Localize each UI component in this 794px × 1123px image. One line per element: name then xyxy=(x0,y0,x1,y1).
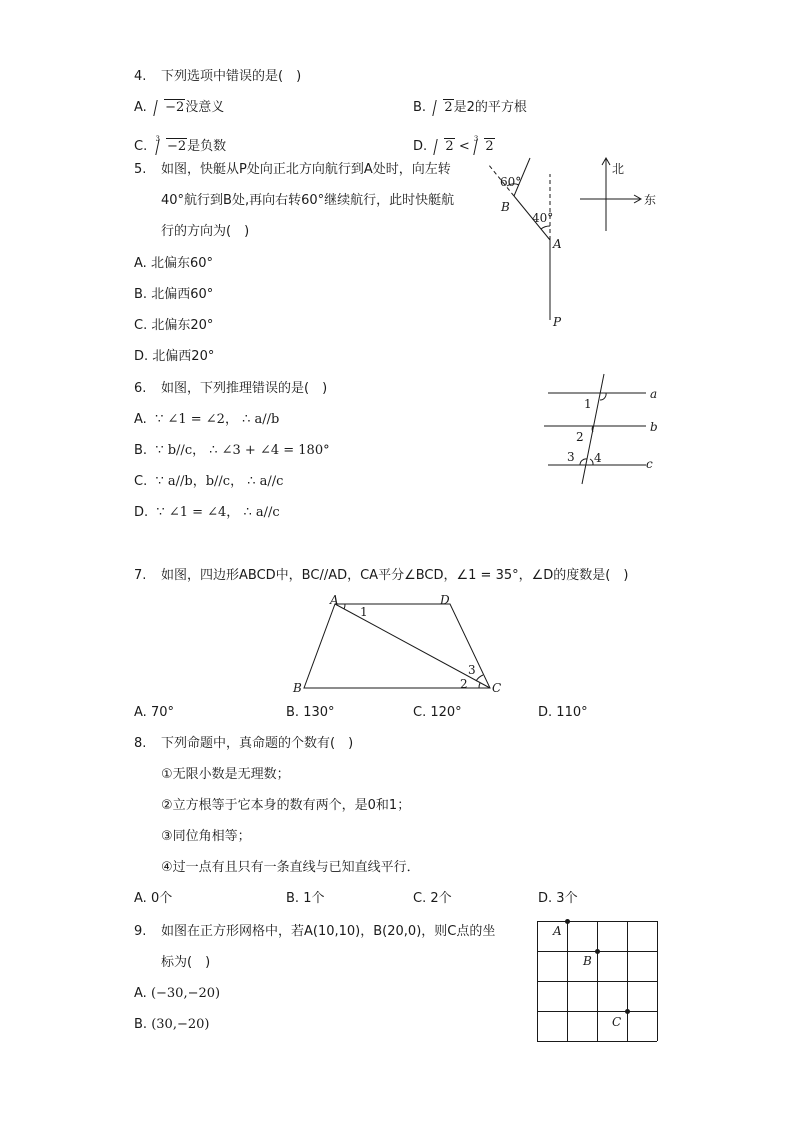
q8-statement-3: ③同位角相等； xyxy=(161,829,251,844)
label-a: A xyxy=(553,237,562,251)
label-1: 1 xyxy=(584,397,592,411)
label-a: A xyxy=(330,593,339,607)
q5-stem-line1: 如图，快艇从P处向正北方向航行到A处时，向左转 xyxy=(161,162,451,177)
q6-option-d: D. ∵ ∠1 = ∠4， ∴ a//c xyxy=(134,505,280,520)
angle-arc-1 xyxy=(600,393,606,400)
q8-option-b: B. 1个 xyxy=(286,891,325,906)
q4-option-d: D. 2 < $^3$ 2 xyxy=(413,135,494,154)
sqrt-expression: −2 xyxy=(155,99,185,117)
q9-option-a: A. (−30,−20) xyxy=(134,986,221,1001)
sqrt-expression: 2 xyxy=(435,138,454,156)
label-40: 40° xyxy=(532,211,554,225)
label-c: C xyxy=(492,681,502,695)
q7-option-a: A. 70° xyxy=(134,705,174,720)
north-label: 北 xyxy=(612,162,625,176)
option-letter: B. xyxy=(413,100,427,115)
q4-option-b: B. 2是2的平方根 xyxy=(413,100,527,115)
label-b: B xyxy=(293,681,302,695)
compass-figure xyxy=(576,155,660,235)
q9-option-b: B. (30,−20) xyxy=(134,1017,210,1032)
q7-option-b: B. 130° xyxy=(286,705,335,720)
point-a xyxy=(565,919,570,924)
label-60: 60° xyxy=(500,175,522,189)
q6-option-c: C. ∵ a//b，b//c， ∴ a//c xyxy=(134,474,284,489)
q4-option-c: C. $^3$ −2是负数 xyxy=(134,135,227,154)
q7-stem: 如图，四边形ABCD中，BC//AD，CA平分∠BCD，∠1 = 35°，∠D的度数是( ) xyxy=(161,568,629,583)
trapezoid-abcd xyxy=(304,604,490,688)
q6-stem: 如图，下列推理错误的是( ) xyxy=(161,381,328,396)
point-c xyxy=(625,1009,630,1014)
angle-arc-3 xyxy=(476,675,483,681)
q6-option-a: A. ∵ ∠1 = ∠2， ∴ a//b xyxy=(134,412,280,427)
label-3: 3 xyxy=(468,663,476,677)
label-c: c xyxy=(646,457,653,471)
q5-option-d: D. 北偏西20° xyxy=(134,349,215,364)
label-a: a xyxy=(650,387,658,401)
angle-arc-4 xyxy=(590,459,593,465)
q5-boat-route-figure xyxy=(480,150,590,340)
option-letter: A. xyxy=(134,100,147,115)
cbrt-expression: 2 xyxy=(475,138,494,156)
label-1: 1 xyxy=(360,605,368,619)
sqrt-expression: 2 xyxy=(434,99,453,117)
label-d: D xyxy=(440,593,450,607)
label-4: 4 xyxy=(594,451,602,465)
q4-number: 4. xyxy=(134,69,147,84)
label-3: 3 xyxy=(567,450,575,464)
q5-option-c: C. 北偏东20° xyxy=(134,318,214,333)
q6-parallel-lines-figure xyxy=(540,370,670,490)
q7-trapezoid-figure xyxy=(290,592,520,702)
q8-option-c: C. 2个 xyxy=(413,891,452,906)
diagonal-ca xyxy=(335,604,490,688)
q9-stem-line1: 如图在正方形网格中，若A(10,10)，B(20,0)，则C点的坐 xyxy=(161,924,496,939)
q5-number: 5. xyxy=(134,162,147,177)
label-a: A xyxy=(553,924,562,938)
q8-statement-4: ④过一点有且只有一条直线与已知直线平行． xyxy=(161,860,420,875)
q4-stem: 下列选项中错误的是( ) xyxy=(161,69,302,84)
q6-number: 6. xyxy=(134,381,147,396)
q7-option-d: D. 110° xyxy=(538,705,588,720)
grid-lines xyxy=(537,921,658,1042)
q4-option-a: A. −2没意义 xyxy=(134,100,225,115)
east-label: 东 xyxy=(644,193,657,207)
transversal xyxy=(582,374,604,484)
q8-option-a: A. 0个 xyxy=(134,891,173,906)
cbrt-expression: −2 xyxy=(157,138,187,156)
q7-number: 7. xyxy=(134,568,147,583)
q9-stem-line2: 标为( ) xyxy=(161,955,211,970)
label-p: P xyxy=(553,315,562,329)
option-letter: C. xyxy=(134,139,148,154)
q8-statement-2: ②立方根等于它本身的数有两个，是0和1； xyxy=(161,798,411,813)
q8-stem: 下列命题中，真命题的个数有( ) xyxy=(161,736,354,751)
q8-number: 8. xyxy=(134,736,147,751)
label-b: B xyxy=(501,200,510,214)
label-2: 2 xyxy=(576,430,584,444)
label-2: 2 xyxy=(460,677,468,691)
q5-option-a: A. 北偏东60° xyxy=(134,256,213,271)
q5-stem-line2: 40°航行到B处,再向右转60°继续航行，此时快艇航 xyxy=(161,193,455,208)
q8-option-d: D. 3个 xyxy=(538,891,578,906)
angle-arc-40 xyxy=(541,226,550,229)
angle-arc-2 xyxy=(479,683,480,688)
q9-number: 9. xyxy=(134,924,147,939)
q7-option-c: C. 120° xyxy=(413,705,462,720)
q8-statement-1: ①无限小数是无理数； xyxy=(161,767,290,782)
q5-stem-line3: 行的方向为( ) xyxy=(161,224,250,239)
q6-option-b: B. ∵ b//c， ∴ ∠3 + ∠4 = 180° xyxy=(134,443,330,458)
angle-arc-1 xyxy=(344,604,345,609)
option-letter: D. xyxy=(413,139,428,154)
label-c: C xyxy=(612,1015,622,1029)
label-b: B xyxy=(583,954,592,968)
q9-grid-figure xyxy=(537,921,659,1043)
label-b: b xyxy=(650,420,658,434)
q5-option-b: B. 北偏西60° xyxy=(134,287,214,302)
point-b xyxy=(595,949,600,954)
